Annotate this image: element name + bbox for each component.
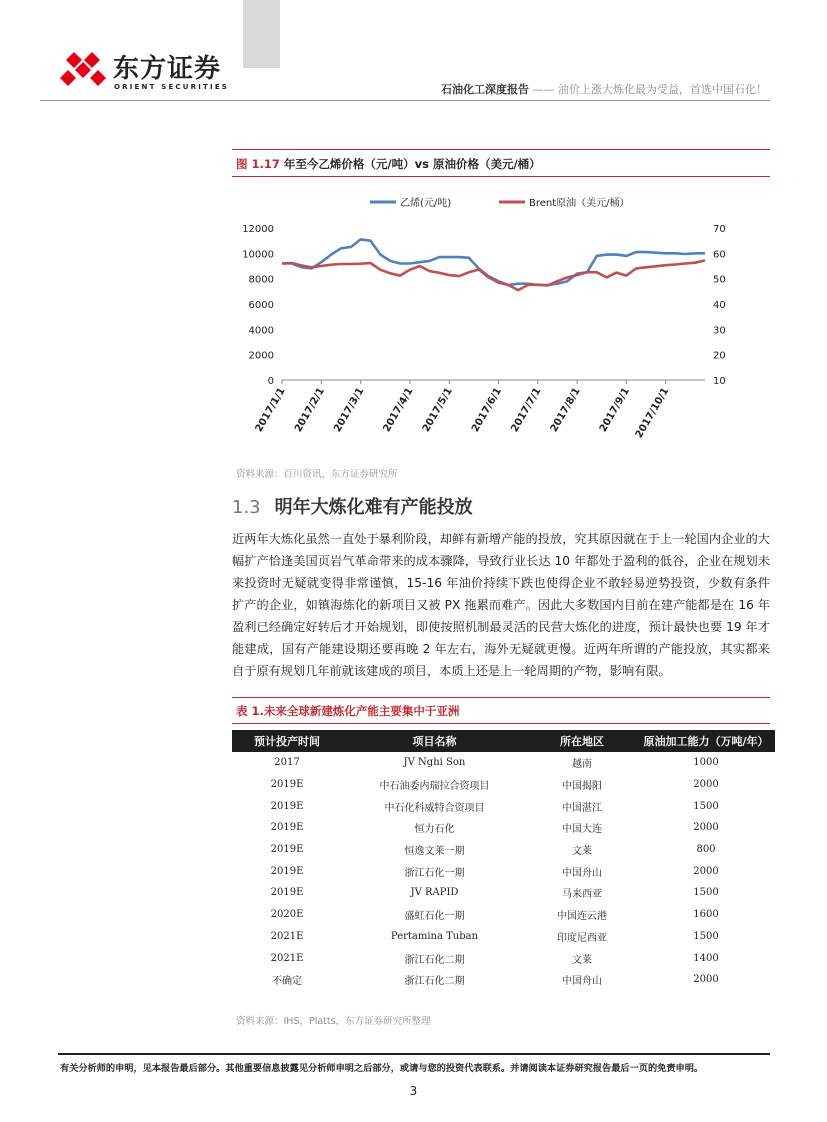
y-right-tick-label: 30 (713, 325, 726, 337)
table-row (232, 926, 775, 948)
table-row (232, 904, 775, 926)
table-row (232, 860, 775, 882)
table-row (232, 752, 775, 774)
x-tick-label: 2017/5/1 (420, 386, 455, 434)
cell-start-time: 2019E (270, 800, 304, 812)
section-number: 1.3 (232, 497, 261, 518)
figure-top-rule (232, 149, 770, 150)
page-number: 3 (409, 1084, 418, 1098)
table-row (232, 947, 775, 969)
cell-capacity: 800 (696, 844, 716, 856)
cell-region: 中国揭阳 (562, 781, 602, 793)
cell-capacity: 1500 (693, 887, 719, 899)
cell-project: JV RAPID (410, 887, 459, 899)
cell-region: 文莱 (572, 954, 592, 966)
cell-region: 越南 (572, 759, 592, 771)
cell-start-time: 2020E (270, 909, 304, 921)
x-tick-label: 2017/7/1 (509, 386, 544, 434)
table-row (232, 882, 775, 904)
cell-region: 中国湛江 (562, 802, 602, 814)
cell-start-time: 2019E (270, 865, 304, 877)
y-right-tick-label: 40 (713, 300, 726, 311)
section-heading (232, 496, 473, 520)
figure-title-text: 年至今乙烯价格（元/吨）vs 原油价格（美元/桶） (283, 157, 541, 171)
cell-start-time: 2019E (270, 779, 304, 791)
cell-capacity: 1500 (693, 800, 719, 812)
cell-start-time: 不确定 (272, 976, 302, 988)
table-row (232, 969, 775, 991)
cell-start-time: 2019E (270, 844, 304, 856)
report-header (441, 83, 767, 97)
cell-capacity: 1000 (693, 757, 719, 769)
section-paragraph: 近两年大炼化虽然一直处于暴利阶段，却鲜有新增产能的投放，究其原因就在于上一轮国内企业的大幅扩产恰逢美国页岩气革命带来的成本骤降，导致行业长达 10 年都处于盈利的低谷，企业在规划未来投资时无疑就变得非常谨慎，15-16 年油价持续下跌也使得企业不敢轻易逆势投资，少数有条件扩产的企业，如镇海炼化的新项目又被 PX 拖累而难产。因此大多数国内目前在建产能都是在 16 年盈利已经确定好转后才开始规划，即使按照机制最灵活的民营大炼化的进度，预计最快也要 19 年才能建成，国有产能建设期还要再晚 2 年左右，海外无疑就更慢。近两年所谓的产能投放，其实都来自于原有规划几年前就该建成的项目，本质上还是上一轮周期的产物，影响有限。 (232, 532, 770, 678)
header-divider (40, 100, 770, 101)
y-left-tick-label: 2000 (248, 350, 274, 362)
cell-project: JV Nghi Son (403, 757, 466, 769)
cell-capacity: 1500 (693, 930, 719, 942)
col-header-capacity: 原油加工能力（万吨/年） (637, 730, 775, 752)
y-left-tick-label: 10000 (242, 249, 274, 261)
y-left-tick-label: 6000 (248, 300, 274, 311)
y-right-tick-label: 60 (713, 249, 726, 261)
brent-price-line (282, 260, 705, 290)
cell-project: 恒逸文莱一期 (404, 846, 465, 858)
y-left-tick-label: 12000 (242, 224, 274, 235)
cell-capacity: 1400 (693, 952, 719, 964)
cell-project: 中石化科威特合资项目 (384, 802, 485, 814)
table-title-rule (232, 723, 770, 724)
cell-region: 中国舟山 (562, 867, 602, 879)
cell-region: 马来西亚 (562, 889, 602, 901)
section-title: 明年大炼化难有产能投放 (274, 497, 473, 518)
figure-source: 资料来源：百川资讯，东方证券研究所 (236, 469, 398, 480)
cell-capacity: 2000 (693, 779, 719, 791)
orient-logo-icon (58, 48, 108, 90)
x-tick-label: 2017/4/1 (381, 386, 416, 434)
table-row (232, 839, 775, 861)
ethylene-vs-brent-chart (232, 180, 770, 460)
x-tick-label: 2017/2/1 (292, 386, 327, 434)
y-left-tick-label: 8000 (248, 274, 274, 286)
cell-region: 中国连云港 (557, 911, 607, 923)
cell-start-time: 2021E (270, 930, 304, 942)
cell-region: 中国舟山 (562, 976, 602, 988)
table-row (232, 795, 775, 817)
x-tick-label: 2017/10/1 (633, 386, 672, 441)
y-left-tick-label: 4000 (248, 325, 274, 337)
table-row (232, 817, 775, 839)
figure-title (236, 156, 541, 172)
cell-project: 浙江石化二期 (404, 976, 465, 988)
cell-project: 中石油委内瑞拉合资项目 (379, 781, 490, 793)
header-decor-block (243, 0, 280, 68)
y-right-tick-label: 70 (713, 224, 726, 235)
x-tick-label: 2017/3/1 (332, 386, 367, 434)
table-header-row (232, 730, 775, 752)
cell-region: 文莱 (572, 846, 592, 858)
logo-text-en: ORIENT SECURITIES (114, 83, 230, 91)
cell-project: 浙江石化一期 (404, 867, 465, 879)
refinery-capacity-table (232, 730, 775, 991)
col-header-project: 项目名称 (342, 730, 527, 752)
report-subtitle: 油价上涨大炼化最为受益，首选中国石化！ (558, 83, 767, 96)
x-tick-label: 2017/9/1 (597, 386, 632, 434)
cell-capacity: 2000 (693, 865, 719, 877)
y-right-tick-label: 50 (713, 274, 726, 286)
y-right-tick-label: 20 (713, 350, 726, 362)
footer-disclaimer: 有关分析师的申明，见本报告最后部分。其他重要信息披露见分析师申明之后部分，或请与您的投资代表联系。并请阅读本证券研究报告最后一页的免责申明。 (60, 1063, 704, 1074)
footer-divider (58, 1053, 770, 1055)
cell-project: 恒力石化 (414, 824, 455, 836)
cell-start-time: 2021E (270, 952, 304, 964)
cell-capacity: 1600 (693, 909, 719, 921)
x-tick-label: 2017/6/1 (469, 386, 505, 434)
x-tick-label: 2017/8/1 (548, 386, 583, 434)
figure-title-rule (232, 176, 770, 177)
col-header-start-time: 预计投产时间 (232, 730, 342, 752)
ethylene-price-line (282, 239, 705, 285)
legend-label: Brent原油（美元/桶） (529, 198, 630, 209)
cell-start-time: 2019E (270, 822, 304, 834)
cell-capacity: 2000 (693, 974, 719, 986)
table-row (232, 774, 775, 796)
table-top-rule (232, 697, 770, 698)
legend-label: 乙烯(元/吨) (400, 198, 452, 209)
cell-region: 中国大连 (562, 824, 602, 836)
col-header-region: 所在地区 (527, 730, 637, 752)
cell-project: 浙江石化二期 (404, 954, 465, 966)
logo-text-cn: 东方证券 (113, 54, 222, 84)
y-left-tick-label: 0 (267, 376, 274, 387)
y-right-tick-label: 10 (713, 376, 726, 387)
table-title: 表 1.未来全球新建炼化产能主要集中于亚洲 (236, 704, 460, 718)
header-separator: —— (529, 83, 558, 96)
cell-capacity: 2000 (693, 822, 719, 834)
report-type: 石油化工深度报告 (441, 83, 529, 96)
cell-start-time: 2019E (270, 887, 304, 899)
x-tick-label: 2017/1/1 (253, 386, 288, 434)
cell-region: 印度尼西亚 (557, 932, 607, 944)
figure-number: 图 1.17 (236, 157, 280, 171)
table-source: 资料来源：IHS，Platts，东方证券研究所整理 (236, 1016, 431, 1027)
cell-project: Pertamina Tuban (390, 930, 479, 942)
cell-project: 盛虹石化一期 (404, 911, 465, 923)
cell-start-time: 2017 (274, 757, 300, 769)
